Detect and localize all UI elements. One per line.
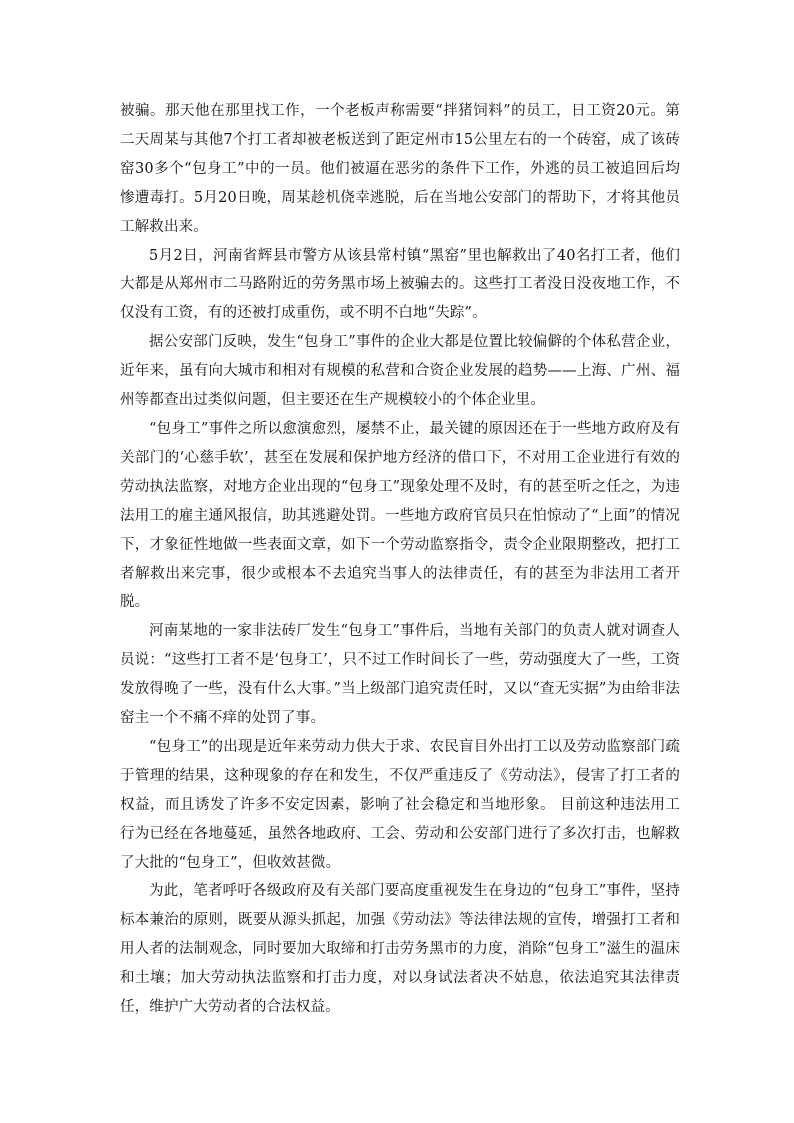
paragraph-5: 河南某地的一家非法砖厂发生“包身工”事件后，当地有关部门的负责人就对调查人员说：“这些打工者不是‘包身工’，只不过工作时间长了一些，劳动强度大了一些，工资发放得晚了一些，没有什么大事。”当上级部门追究责任时，又以“查无实据”为由给非法窑主一个不痛不痒的处罚了事。 xyxy=(120,623,680,727)
paragraph-4: “包身工”事件之所以愈演愈烈，屡禁不止，最关键的原因还在于一些地方政府及有关部门的‘心慈手软’，甚至在发展和保护地方经济的借口下，不对用工企业进行有效的劳动执法监察，对地方企业出现的“包身工”现象处理不及时，有的甚至听之任之，为违法用工的雇主通风报信，助其逃避处罚。一些地方政府官员只在怕惊动了“上面”的情况下，才象征性地做一些表面文章，如下一个劳动监察指令，责令企业限期整改，把打工者解救出来完事，很少或根本不去追究当事人的法律责任，有的甚至为非法用工者开脱。 xyxy=(120,420,680,611)
paragraph-7: 为此，笔者呼吁各级政府及有关部门要高度重视发生在身边的“包身工”事件，坚持标本兼治的原则，既要从源头抓起，加强《劳动法》等法律法规的宣传，增强打工者和用人者的法制观念，同时要加大取缔和打击劳务黑市的力度，消除“包身工”滋生的温床和土壤；加大劳动执法监察和打击力度，对以身试法者决不姑息，依法追究其法律责任，维护广大劳动者的合法权益。 xyxy=(120,883,680,1016)
article-body xyxy=(120,97,680,1022)
paragraph-6: “包身工”的出现是近年来劳动力供大于求、农民盲目外出打工以及劳动监察部门疏于管理的结果，这种现象的存在和发生，不仅严重违反了《劳动法》，侵害了打工者的权益，而且诱发了许多不安定因素，影响了社会稳定和当地形象。 目前这种违法用工行为已经在各地蔓延，虽然各地政府、工会、劳动和公安部门进行了多次打击，也解救了大批的“包身工”，但收效甚微。 xyxy=(120,738,680,871)
paragraph-2: 5月2日，河南省辉县市警方从该县常村镇“黑窑”里也解救出了40名打工者，他们大都是从郑州市二马路附近的劳务黑市场上被骗去的。这些打工者没日没夜地工作，不仅没有工资，有的还被打成重伤，或不明不白地“失踪”。 xyxy=(120,247,680,322)
paragraph-3: 据公安部门反映，发生“包身工”事件的企业大都是位置比较偏僻的个体私营企业，近年来，虽有向大城市和相对有规模的私营和合资企业发展的趋势——上海、广州、福州等都查出过类似问题，但主要还在生产规模较小的个体企业里。 xyxy=(120,334,680,409)
paragraph-1: 被骗。那天他在那里找工作，一个老板声称需要“拌猪饲料”的员工，日工资20元。第二天周某与其他7个打工者却被老板送到了距定州市15公里左右的一个砖窑，成了该砖窑30多个“包身工”中的一员。他们被逼在恶劣的条件下工作，外逃的员工被追回后均惨遭毒打。5月20日晚，周某趁机侥幸逃脱，后在当地公安部门的帮助下，才将其他员工解救出来。 xyxy=(120,103,680,235)
